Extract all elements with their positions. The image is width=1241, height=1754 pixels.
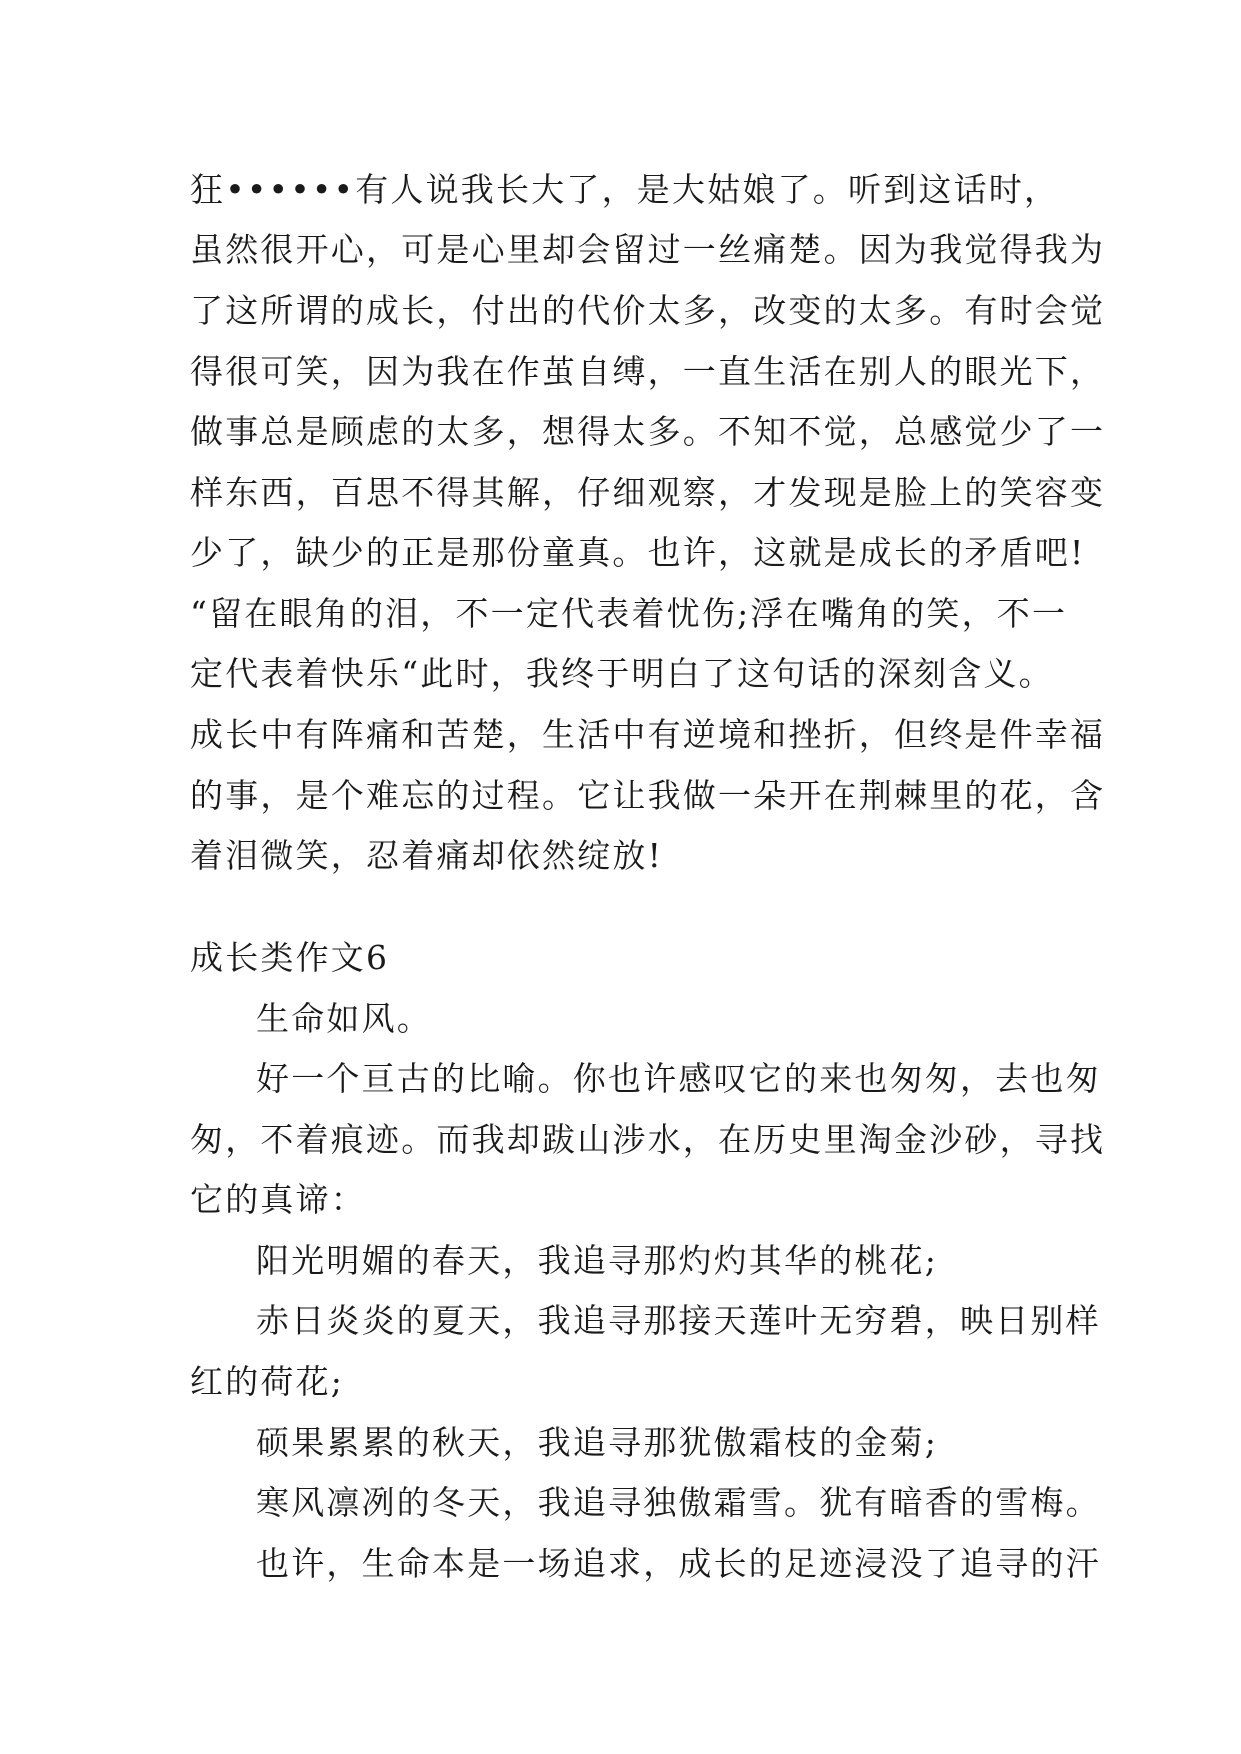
body-text-line: 赤日炎炎的夏天，我追寻那接天莲叶无穷碧，映日别样 bbox=[256, 1301, 1101, 1340]
body-text-line: 得很可笑，因为我在作茧自缚，一直生活在别人的眼光下， bbox=[190, 352, 1106, 391]
body-text-line: 样东西，百思不得其解，仔细观察，才发现是脸上的笑容变 bbox=[190, 473, 1106, 512]
body-text-line: 少了，缺少的正是那份童真。也许，这就是成长的矛盾吧! bbox=[190, 533, 1086, 572]
body-text-line: 匆，不着痕迹。而我却跋山涉水，在历史里淘金沙砂，寻找 bbox=[190, 1120, 1106, 1159]
body-text-line: 红的荷花; bbox=[190, 1362, 345, 1401]
essay-title: 成长类作文6 bbox=[190, 938, 390, 977]
body-text-line: 生命如风。 bbox=[256, 999, 432, 1038]
body-text-line: 的事，是个难忘的过程。它让我做一朵开在荆棘里的花，含 bbox=[190, 776, 1106, 815]
body-text-line: 成长中有阵痛和苦楚，生活中有逆境和挫折，但终是件幸福 bbox=[190, 715, 1106, 754]
body-text-line: 硕果累累的秋天，我追寻那犹傲霜枝的金菊; bbox=[256, 1423, 939, 1462]
body-text-line: “留在眼角的泪，不一定代表着忧伤;浮在嘴角的笑，不一 bbox=[190, 594, 1068, 633]
body-text-line: 好一个亘古的比喻。你也许感叹它的来也匆匆，去也匆 bbox=[256, 1059, 1101, 1098]
body-text-line: 狂••••••有人说我长大了，是大姑娘了。听到这话时， bbox=[190, 170, 1060, 209]
body-text-line: 寒风凛冽的冬天，我追寻独傲霜雪。犹有暗香的雪梅。 bbox=[256, 1483, 1101, 1522]
body-text-line: 做事总是顾虑的太多，想得太多。不知不觉，总感觉少了一 bbox=[190, 412, 1106, 451]
body-text-line: 阳光明媚的春天，我追寻那灼灼其华的桃花; bbox=[256, 1241, 939, 1280]
body-text-line: 虽然很开心，可是心里却会留过一丝痛楚。因为我觉得我为 bbox=[190, 230, 1106, 269]
body-text-line: 着泪微笑，忍着痛却依然绽放! bbox=[190, 836, 664, 875]
body-text-line: 了这所谓的成长，付出的代价太多，改变的太多。有时会觉 bbox=[190, 291, 1106, 330]
body-text-line: 定代表着快乐“此时，我终于明白了这句话的深刻含义。 bbox=[190, 654, 1054, 693]
body-text-line: 也许，生命本是一场追求，成长的足迹浸没了追寻的汗 bbox=[256, 1544, 1101, 1583]
body-text-line: 它的真谛： bbox=[190, 1180, 366, 1219]
